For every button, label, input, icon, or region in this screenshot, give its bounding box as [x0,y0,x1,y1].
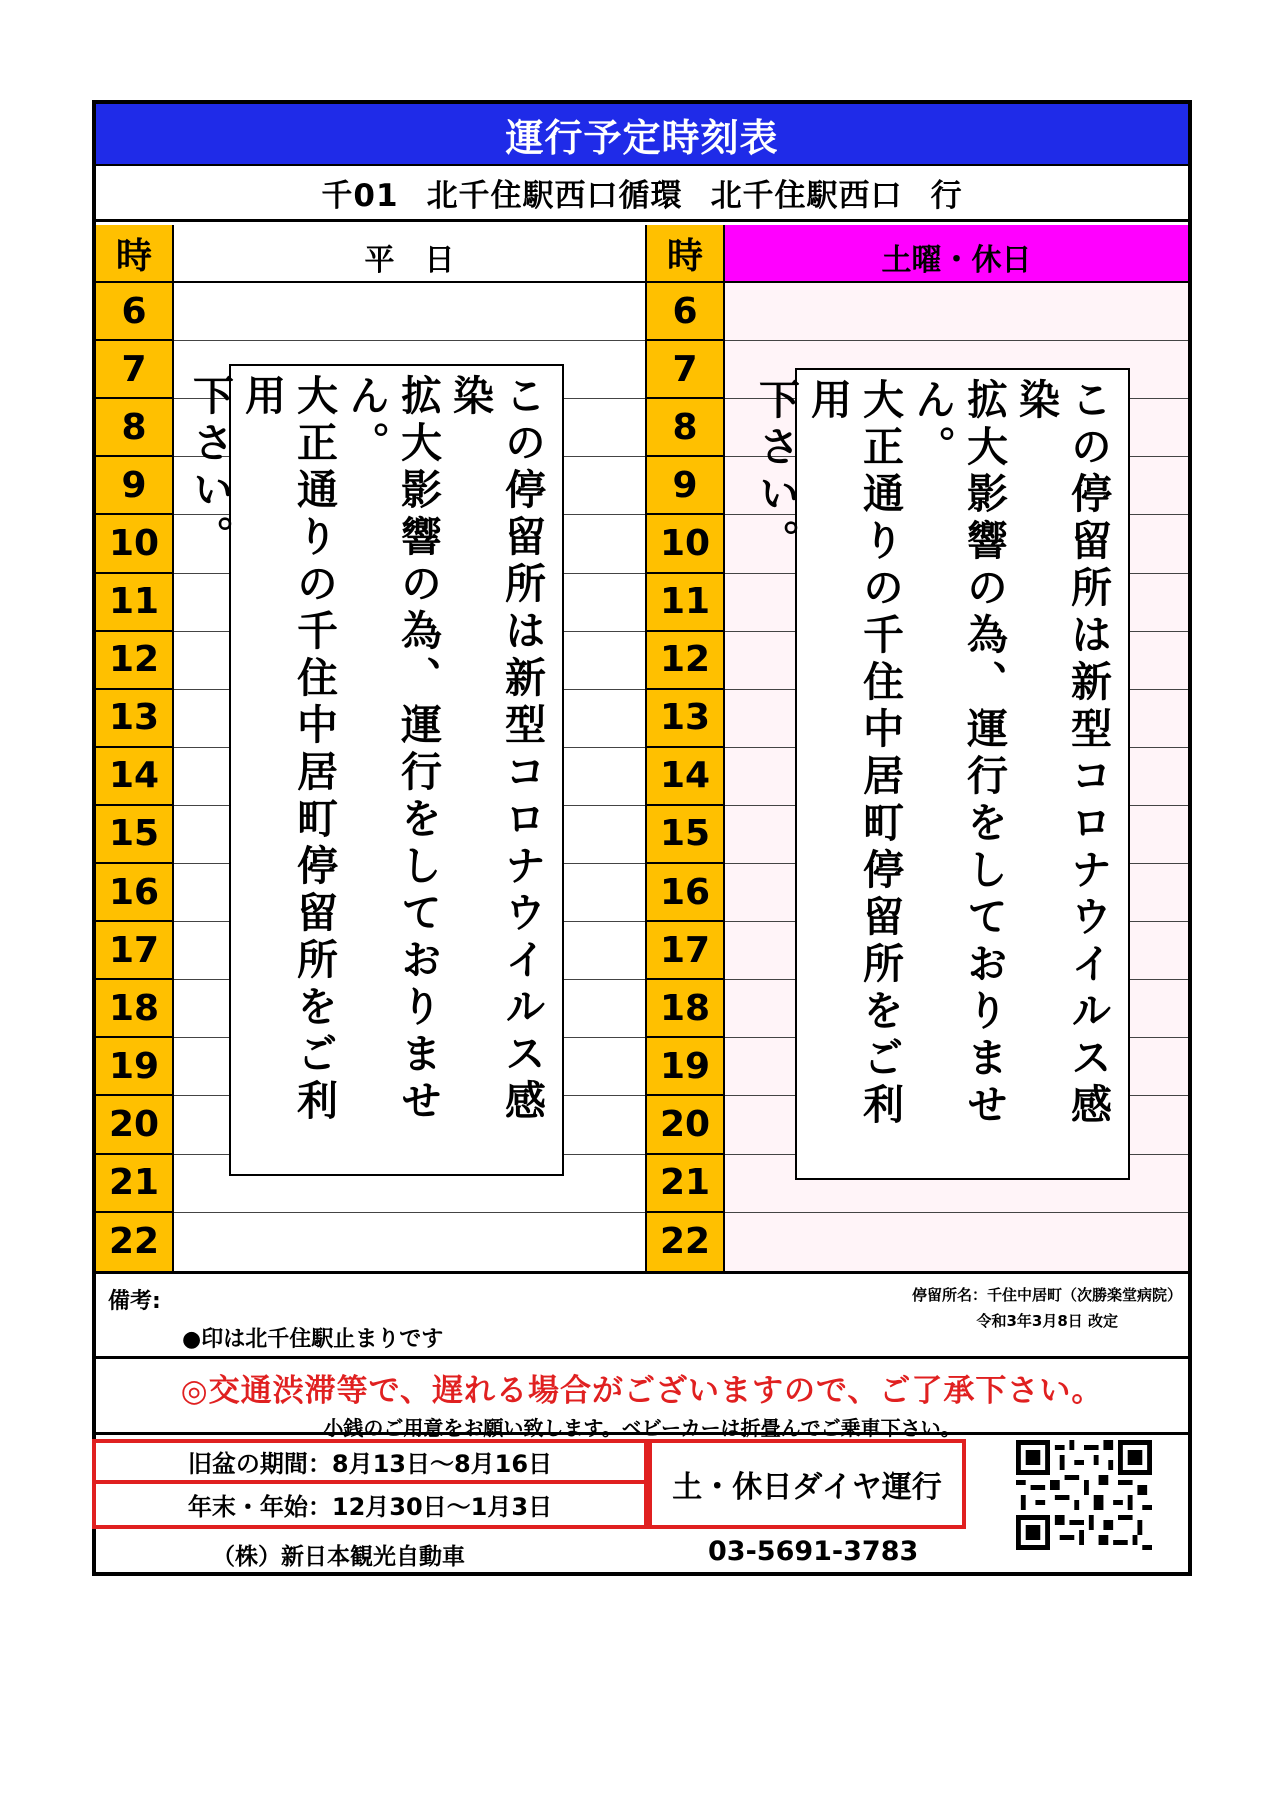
hour-cell: 17 [96,922,172,980]
mark-note: ●印は北千住駅止まりです [182,1327,444,1352]
hour-cell: 12 [647,632,723,690]
remarks-label: 備考: [108,1289,161,1314]
hour-cell: 6 [96,283,172,341]
notice-line: この停留所は新型コロナウイルス感染 [1012,378,1112,1130]
hour-header: 時 [647,225,723,283]
hour-cell: 9 [647,457,723,515]
hour-cell: 7 [96,341,172,399]
obon-period: 旧盆の期間：8月13日～8月16日 [96,1443,644,1484]
fare-note: 小銭のご用意をお願い致します。ベビーカーは折畳んでご乗車下さい。 [323,1416,961,1440]
stop-name: 停留所名：千住中居町（次勝楽堂病院） [911,1286,1182,1304]
hour-cell: 16 [647,864,723,922]
delay-warning: ◎交通渋滞等で、遅れる場合がございますので、ご了承下さい。 [180,1373,1104,1409]
hour-cell: 21 [647,1155,723,1213]
hour-cell: 16 [96,864,172,922]
notice-line: 拡大影響の為、運行をしておりません。 [908,378,1008,1130]
hour-header: 時 [96,225,172,283]
hour-cell: 8 [647,399,723,457]
notice-line: 大正通りの千住中居町停留所をご利用 [238,374,338,1126]
newyear-period: 年末・年始：12月30日～1月3日 [187,1493,553,1521]
hour-cell: 6 [647,283,723,341]
hour-cell: 19 [647,1038,723,1096]
route-code: 千01 [321,178,399,214]
bottom-layer [92,100,1192,1576]
hour-cell: 19 [96,1038,172,1096]
notice-line: 拡大影響の為、運行をしておりません。 [342,374,442,1126]
hour-cell: 20 [647,1096,723,1154]
hour-cell: 8 [96,399,172,457]
destination: 北千住駅西口 [710,178,903,214]
qr-code-icon[interactable] [1016,1440,1152,1550]
weekend-schedule-note: 土・休日ダイヤ運行 [648,1439,966,1529]
hour-cell: 13 [647,690,723,748]
hour-cell: 15 [647,806,723,864]
hour-cell: 15 [96,806,172,864]
hour-cell: 10 [96,515,172,573]
hour-cell: 18 [96,980,172,1038]
destination-suffix: 行 [930,178,963,214]
company-name: （株）新日本観光自動車 [212,1544,465,1570]
page-title: 運行予定時刻表 [96,104,1188,164]
hour-cell: 20 [96,1096,172,1154]
hour-cell: 13 [96,690,172,748]
hour-cell: 22 [108,1221,160,1263]
hour-cell: 17 [647,922,723,980]
hour-cell: 11 [647,574,723,632]
revised-date: 令和3年3月8日 改定 [976,1312,1118,1330]
hour-cell: 18 [647,980,723,1038]
notice-line: 下さい。 [752,378,800,566]
hour-cell: 12 [96,632,172,690]
phone-number[interactable]: 03-5691-3783 [708,1536,919,1567]
hour-cell: 10 [647,515,723,573]
weekday-header: 平 日 [174,225,645,283]
hour-cell: 9 [96,457,172,515]
notice-line: 下さい。 [186,374,234,562]
hour-cell: 21 [96,1155,172,1213]
hour-cell: 11 [96,574,172,632]
hour-cell: 14 [647,748,723,806]
hour-cell: 22 [659,1221,711,1263]
weekend-header: 土曜・休日 [725,225,1188,283]
route-name: 北千住駅西口循環 [426,178,683,214]
holiday-periods [92,1439,648,1529]
hour-cell: 7 [647,341,723,399]
hour-cell: 14 [96,748,172,806]
notice-line: 大正通りの千住中居町停留所をご利用 [804,378,904,1130]
notice-line: この停留所は新型コロナウイルス感染 [446,374,546,1126]
